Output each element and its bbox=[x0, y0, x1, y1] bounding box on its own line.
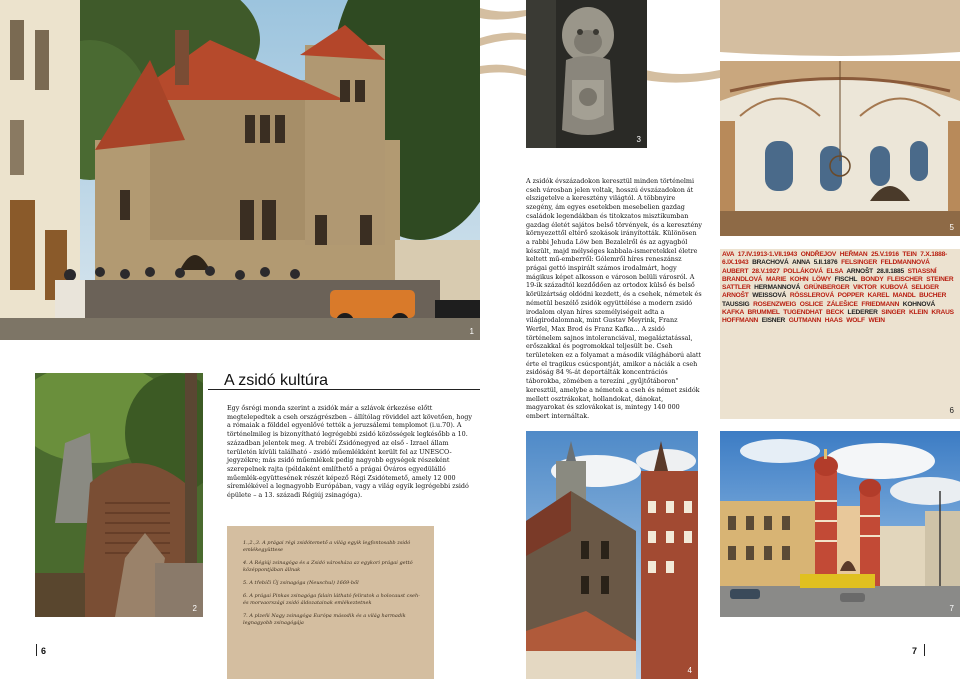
wall-name: ONDŘEJOV HEŘMAN 25.V.1916 bbox=[800, 251, 903, 258]
wall-name: TUGENDHAT bbox=[783, 309, 827, 317]
photo-number: 3 bbox=[636, 135, 641, 144]
history-text: A zsidók évszázadokon keresztül minden történelmi cseh városban jelen voltak, hosszú évszázadokon át elszigetelve a keresztény világtól. A többnyire szegény, ám egyes esetekben mesebelien gazdag családok legendákban és titokzatos misztikumban gazdag életét sajátos belső törvények, és a keresztény környezettől eltérő szokások irányították. Különösen a rabbi Jehuda Löw ben Bezalelről és az agyagból készült, majd mélységes kabbala-ismeretekkel életre keltett mű-emberről: Gólemről híres reneszánsz prágai gettó inspirált számos irodalmárt, hogy mágikus képet alkosson e városon belüli városról. A 19-ik századtól kezdődően az ortodox külső és belső körülzártság oldódni kezdett, és a csehek, németek és németül beszélő zsidók együttélése a modern zsidó irodalom olyan híres személyiségeit adta a világirodalomnak, mint Gustav Meyrink, Franz Werfel, Max Brod és Franz Kafka... A zsidó történelem sajnos intoleranciával, megaláztatással, erőszakkal és pogromokkal teljesült be. Cseh területeken ez a folyamat a második világháború alatt érte el tragikus csúcspontját, amikor a náciák a cseh zsidóság 84 %-át deportálták koncentrációs táborokba, zömében a terezíni „gyűjtőtáboron" keresztül, amelybe a németek a cseh és német zsidók mellett osztrákokat, hollandokat, dánokat, magyarokat és szlovákokat is, mintegy 140 000 embert internáltak. bbox=[526, 177, 702, 420]
wall-name: EISNER bbox=[761, 317, 789, 325]
photo-number: 6 bbox=[949, 406, 954, 415]
wall-name: KRAUS bbox=[931, 309, 954, 317]
caption-box bbox=[227, 526, 434, 679]
photo-synagogue-interior bbox=[720, 61, 960, 236]
photo-lion-sculpture bbox=[526, 0, 647, 148]
wall-name: STIASSNÍ bbox=[907, 267, 937, 275]
wall-name: SINGER bbox=[881, 309, 909, 317]
intro-text: Egy ősrégi monda szerint a zsidók már a szlávok érkezése előtt megtelepedtek a cseh országrészben – állítólag röviddel azt követően, hogy a rómaiak a földdel egyenlővé tették a jeruzsálemi templomot (i.u.70). A történelmileg is bizonyítható legrégebbi zsidó közösségek legkésőbb a 10. században jelentek meg. A trebíčí Zsidónegyed az első - Izrael állam területén kívüli található - zsidó műemlékként került fel az UNESCO-jegyzékre; más zsidó műemlékek pedig nagyobb egységek részeként szerepelnek rajta (példaként említhető a prágai Óváros egyedülálló műemlék-együttesének részét képező Régi Zsidótemető, amely 12 000 síremlékével a legnagyobb Európában, vagy a világ egyik legrégebbi zsidó épülete – a 13. századi Régiúj zsinagóga). bbox=[227, 404, 472, 500]
wall-name: ROSENZWEIG bbox=[753, 300, 800, 308]
photo-number: 1 bbox=[469, 327, 474, 336]
wall-name: FISCHL bbox=[834, 275, 861, 283]
wall-name: BONDY bbox=[860, 275, 888, 283]
wall-name: HOFFMANN bbox=[722, 317, 762, 325]
page-title: A zsidó kultúra bbox=[224, 372, 329, 389]
wall-name: GUTMANN bbox=[788, 317, 825, 325]
wall-name: FELDMANNOVÁ bbox=[880, 259, 930, 267]
wall-name: HERMANNOVÁ bbox=[754, 284, 804, 292]
wall-name: SATTLER bbox=[722, 284, 755, 292]
wall-name: LÖWY bbox=[812, 275, 835, 283]
wall-name: WEIN bbox=[868, 317, 885, 325]
wall-name: KAFKA bbox=[722, 309, 748, 317]
wall-name: POLLÁKOVÁ ELSA bbox=[783, 267, 847, 275]
photo-ceremonial-hall bbox=[0, 0, 480, 340]
wall-name: POPPER KAREL bbox=[837, 292, 893, 300]
page-number-right: 7 bbox=[912, 646, 918, 656]
wall-name: LEDERER bbox=[847, 309, 882, 317]
wall-name: KOHNOVÁ bbox=[902, 300, 936, 308]
wall-name: KUBOVÁ bbox=[880, 284, 912, 292]
wall-name: VIKTOR bbox=[853, 284, 881, 292]
wall-name: BRACHOVÁ ANNA 5.II.1876 bbox=[752, 259, 842, 267]
names-wall bbox=[722, 251, 958, 326]
wall-name: AVA 17.IV.1913-1.VII.1943 bbox=[722, 251, 801, 258]
wall-name: ARNOŠT 28.II.1885 bbox=[846, 267, 908, 275]
page-number-left: 6 bbox=[41, 646, 47, 656]
wall-name: OSLICE bbox=[799, 300, 827, 308]
wall-name: ZÁLEŠICE bbox=[826, 300, 862, 308]
wall-name: WOLF bbox=[846, 317, 869, 325]
wall-name: WEISSOVÁ bbox=[752, 292, 790, 300]
photo-pinkas-names-wall bbox=[720, 249, 960, 419]
wall-name: SELIGER ARNOŠT bbox=[722, 284, 939, 300]
photo-number: 5 bbox=[949, 223, 954, 232]
wall-name: TEIN 7.X.1888-6.IX.1943 bbox=[722, 251, 948, 267]
wall-name: BECK bbox=[826, 309, 848, 317]
caption-item: 5. A třebíči Új zsinagóga (Neuschul) 1669-ből bbox=[243, 580, 359, 586]
wall-name: TAUSSIG bbox=[722, 300, 754, 308]
wall-name: BRANDLOVÁ MARIE bbox=[722, 275, 790, 283]
photo-number: 2 bbox=[192, 604, 197, 613]
wall-name: RÖSSLEROVÁ bbox=[789, 292, 838, 300]
photo-old-new-synagogue bbox=[526, 431, 698, 679]
wall-name: FELSINGER bbox=[841, 259, 881, 267]
photo-number: 7 bbox=[949, 604, 954, 613]
photo-number: 4 bbox=[687, 666, 692, 675]
wall-name: STEINER bbox=[926, 275, 954, 283]
wall-name: FRIEDMANN bbox=[861, 300, 903, 308]
page-tick bbox=[924, 644, 925, 656]
wall-name: FLEISCHER bbox=[887, 275, 927, 283]
photo-plzen-synagogue bbox=[720, 431, 960, 617]
wall-name: BUCHER bbox=[919, 292, 947, 300]
wall-name: BRUMMEL bbox=[747, 309, 784, 317]
wall-name: GRÜNBERGER bbox=[803, 284, 854, 292]
caption-item: 6. A prágai Pinkas zsinagóga falain látható feliratok a holocaust cseh- és morvaországi zsidó áldozatainak emlékeztetnek bbox=[243, 593, 420, 606]
page-tick bbox=[36, 644, 37, 656]
caption-item: 4. A Régiúj zsinagóga és a Zsidó városháza az egykori prágai gettó középpontjában állnak bbox=[243, 560, 413, 573]
caption-item: 1.,2.,3. A prágai régi zsidótemető a világ egyik legfontosabb zsidó emlékegyüttese bbox=[243, 540, 411, 553]
wall-name: AUBERT 28.V.1927 bbox=[722, 267, 784, 275]
photo-old-cemetery bbox=[35, 373, 203, 617]
wall-name: HAAS bbox=[824, 317, 847, 325]
caption-item: 7. A plzeňi Nagy zsinagóga Európa második és a világ harmadik legnagyobb zsinagógája bbox=[243, 613, 406, 626]
wall-name: KLEIN bbox=[909, 309, 932, 317]
wall-name: KOHN bbox=[789, 275, 813, 283]
wall-name: MANDL bbox=[892, 292, 920, 300]
